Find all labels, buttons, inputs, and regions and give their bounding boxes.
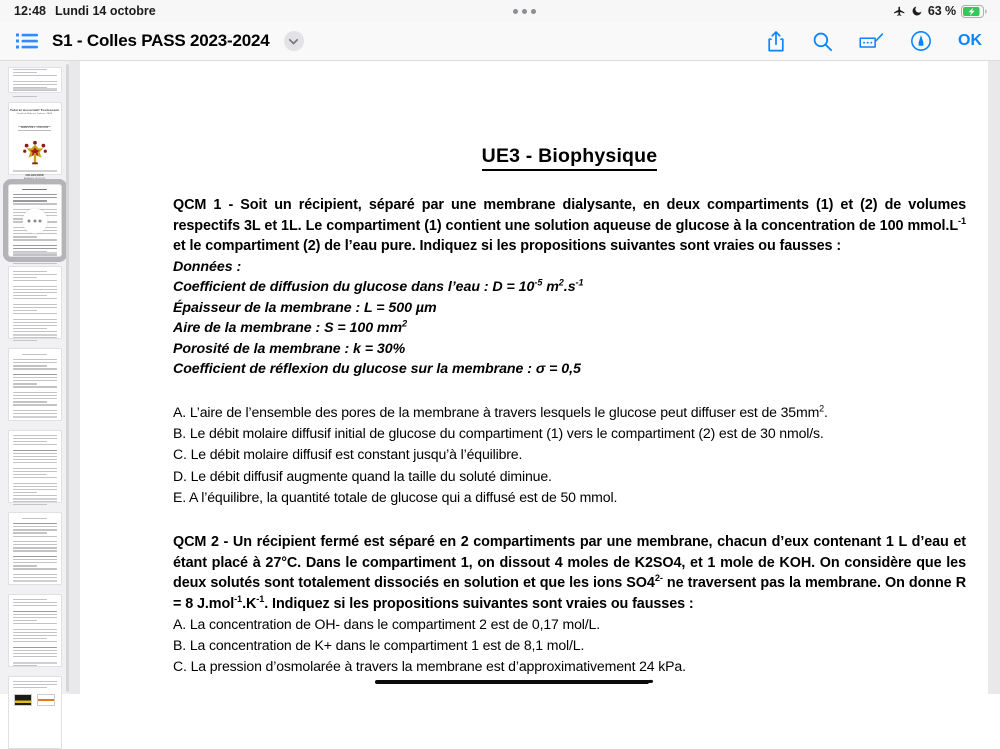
battery-percent-label: 63 % [927,4,956,18]
data-line-diffusion-text: Coefficient de diffusion du glucose dans l’eau : D = 10 [173,279,535,296]
cover-header-block [9,103,61,133]
qcm-2-option-a [173,614,966,635]
qcm-1-option-c [173,444,966,465]
app-toolbar [0,22,1000,61]
thumbnail-page-3-selected[interactable] [8,184,62,257]
search-icon[interactable] [812,31,833,52]
thumbnail-sidebar[interactable] [0,61,69,694]
thumbnail-footer-rule [13,170,57,171]
data-line-area [173,318,966,339]
qcm-1-option-a-tail: . [824,404,828,421]
data-line-porosity: Porosité de la membrane : k = 30% [173,340,406,357]
thumbnail-list-icon[interactable] [16,32,38,50]
apple-pencil-icon[interactable] [910,30,932,52]
page-title-text: UE3 - Biophysique [482,145,658,171]
thumbnail-page-7[interactable] [8,512,62,585]
thumbnail-figure-left [14,694,32,706]
qcm-2-statement-part1: QCM 2 - Un récipient fermé est séparé en 2 compartiments par une membrane, chacun d’eux contenant 1 L d’eau et étant placé à 27°C. Dans le compartiment 1, on dissout 4 moles de K2SO4, et 1 mole de KOH. On considère que les deux solutés sont totalement dissociés en solution et que les ions SO4 [173,534,966,592]
status-bar [0,0,1000,22]
qcm-2-option-b-text: La concentration de K+ dans le compartiment 1 est de 8,1 mol/L. [189,637,585,654]
qcm-1-option-a-text: L’aire de l’ensemble des pores de la membrane à travers lesquels le glucose peut diffuser est de 35mm [189,404,820,421]
qcm-1-option-e-text: A l’équilibre, la quantité totale de glucose qui a diffusé est de 50 mmol. [189,488,618,505]
qcm-2-statement [173,532,966,614]
cover-year-band: SEMESTRE 1 - 2023-2024 [18,126,52,131]
status-bar-left [0,4,156,18]
qcm-2-option-c [173,656,966,677]
qcm-2-option-a-text: La concentration de OH- dans le compartiment 2 est de 0,17 mol/L. [189,616,600,633]
thumbnail-footer-rule [13,580,57,581]
data-line-diffusion-sup2: 2 [558,277,564,288]
toolbar-left-group [0,31,304,51]
data-line-area-text: Aire de la membrane : S = 100 mm [173,320,403,337]
multitask-dots-icon[interactable] [513,9,536,14]
qcm-1-option-b [173,423,966,444]
qcm-1-option-d [173,466,966,487]
document-viewer[interactable] [69,61,1000,694]
qcm-2-option-a-letter: A. [173,616,187,633]
page-title [173,145,966,169]
qcm-2-statement-sup1: 2- [654,573,663,584]
cover-title-block [9,174,61,180]
qcm-1-option-b-letter: B. [173,425,187,442]
thumbnail-footer-rule [13,416,57,417]
document-title[interactable]: S1 - Colles PASS 2023-2024 [52,31,270,50]
handwritten-underline-annotation[interactable] [375,680,649,684]
data-line-diffusion-mid2: .s [563,279,576,296]
qcm-2-options [173,614,966,678]
thumbnail-footer-rule [13,334,57,335]
qcm-1-option-c-text: Le débit molaire diffusif est constant jusqu’à l’équilibre. [190,446,523,463]
qcm-2-statement-part3: .K [242,595,257,612]
qcm-1-option-c-letter: C. [173,446,187,463]
thumbnail-page-2-cover[interactable] [8,102,62,181]
data-line-diffusion-sup3: -1 [575,277,584,288]
done-ok-button[interactable]: OK [958,32,982,49]
status-bar-date: Lundi 14 octobre [54,4,156,18]
data-line-area-sup: 2 [402,318,408,329]
thumbnail-figure-right [37,694,55,706]
thumbnail-page-1[interactable] [8,67,62,93]
status-bar-center [156,9,893,14]
qcm-1-option-d-letter: D. [173,467,187,484]
qcm-1-option-a [173,402,966,423]
battery-charging-icon [961,5,988,18]
qcm-1-statement-part2: et le compartiment (2) de l’eau pure. Indiquez si les propositions suivantes sont vraies ou fausses : [173,238,842,254]
qcm-1-option-e [173,487,966,508]
qcm-2-option-c-text: La pression d’osmolarée à travers la membrane est d’approximativement 24 kPa. [190,658,686,675]
share-icon[interactable] [766,30,786,53]
thumbnail-footer-rule [13,498,57,499]
thumbnail-page-6[interactable] [8,430,62,503]
qcm-2-option-c-letter: C. [173,658,187,675]
qcm-1-option-d-text: Le débit diffusif augmente quand la taille du soluté diminue. [190,467,552,484]
qcm-1-option-b-text: Le débit molaire diffusif initial de glucose du compartiment (1) vers le compartiment (2) est de 30 nmol/s. [189,425,824,442]
thumbnail-page-4[interactable] [8,266,62,339]
qcm-2-statement-part2: ne traversent pas la membrane. On donne R = 8 J.mol [173,575,966,612]
occitan-cross-logo [9,139,61,169]
data-line-diffusion-sup1: -5 [534,277,543,288]
question-qcm-1 [173,195,966,508]
qcm-2-statement-sup3: -1 [256,593,265,604]
thumbnail-page-9[interactable] [8,676,62,749]
thumbnail-strip [0,67,69,749]
cover-faculty: Faculté de Médecine Toulouse - PASS [16,113,53,116]
data-label: Données : [173,258,242,275]
markup-toolbar-icon[interactable] [859,31,884,52]
thumbnail-footer-rule [13,662,57,663]
qcm-1-option-a-letter: A. [173,404,187,421]
qcm-2-statement-sup2: -1 [234,593,243,604]
qcm-2-option-b-letter: B. [173,637,187,654]
cover-title: COLLES PASS [25,174,44,178]
data-line-thickness: Épaisseur de la membrane : L = 500 µm [173,299,437,316]
data-line-reflection: Coefficient de réflexion du glucose sur la membrane : σ = 0,5 [173,361,581,378]
qcm-1-option-a-sup: 2 [819,403,825,414]
thumbnail-page-5[interactable] [8,348,62,421]
cover-org-name: Tutorat Associatif Toulousain [10,108,59,112]
status-bar-time: 12:48 [14,4,46,18]
qcm-1-statement [173,195,966,257]
page-content [80,61,988,678]
do-not-disturb-moon-icon [911,5,923,17]
qcm-1-statement-exponent: -1 [958,215,966,226]
data-line-diffusion [173,277,966,298]
airplane-mode-icon [893,5,906,18]
thumbnail-footer-rule [13,252,57,253]
question-qcm-2 [173,532,966,678]
qcm-1-options [173,402,966,508]
thumbnail-footer-rule [13,88,57,89]
document-page [80,61,988,701]
qcm-1-data-block [173,257,966,381]
thumbnail-page-8[interactable] [8,594,62,667]
thumbnail-figure-row [9,694,61,706]
thumbnail-loading-indicator [22,208,47,233]
toolbar-right-group [766,30,1000,53]
data-line-diffusion-mid: m [542,279,559,296]
chevron-down-icon[interactable] [284,31,304,51]
qcm-1-option-e-letter: E. [173,488,187,505]
qcm-2-statement-part4: . Indiquez si les propositions suivantes sont vraies ou fausses : [264,595,694,612]
cover-subtitle: ANNALES 2023-2024 [23,178,46,181]
qcm-1-statement-part1: QCM 1 - Soit un récipient, séparé par une membrane dialysante, en deux compartiments (1) et (2) de volumes respectifs 3L et 1L. Le compartiment (1) contient une solution aqueuse de glucose à la concentration de 100 mmol.L [173,197,966,234]
qcm-2-option-b [173,635,966,656]
status-bar-right [893,4,1000,18]
